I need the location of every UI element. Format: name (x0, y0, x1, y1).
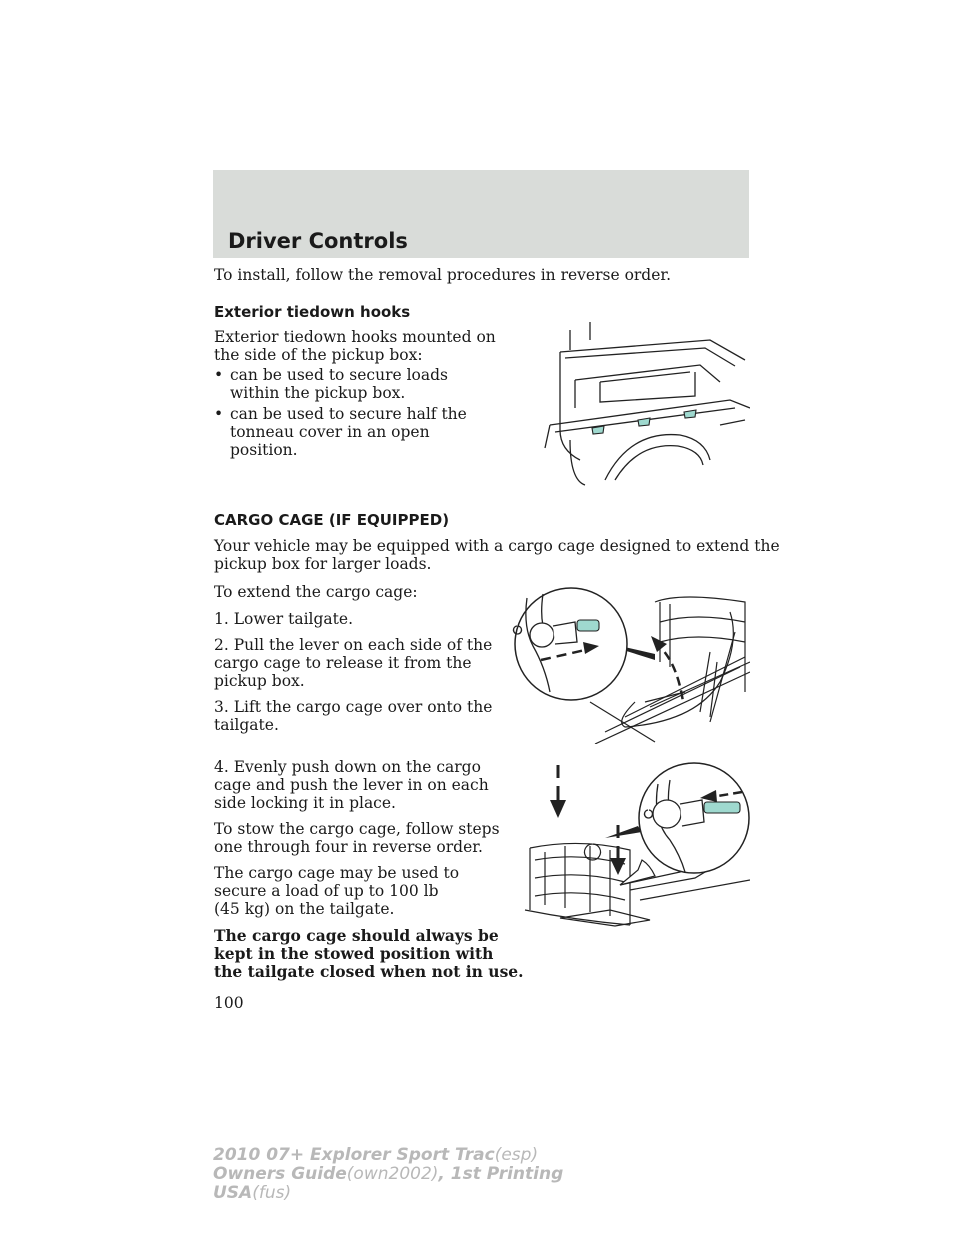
cargo-intro-2: pickup box for larger loads. (214, 555, 432, 573)
bullet-dot: • (214, 366, 224, 384)
cargo-load-line-1: The cargo cage may be used to (214, 864, 460, 882)
cargo-step-3-line-2: tailgate. (214, 716, 279, 734)
cargo-extend-lead: To extend the cargo cage: (214, 583, 418, 601)
footer-printing: , 1st Printing (438, 1164, 564, 1184)
tiedown-bullet-2 (214, 405, 514, 465)
cargo-cage-release-illustration (505, 582, 750, 744)
bullet-text: tonneau cover in an open (230, 423, 430, 441)
footer-line-1 (213, 1146, 563, 1165)
cargo-cage-lock-illustration (520, 760, 750, 930)
tiedown-lead-1: Exterior tiedown hooks mounted on (214, 328, 496, 346)
install-instruction: To install, follow the removal procedures in reverse order. (214, 266, 672, 284)
cargo-warning-line-2: kept in the stowed position with (214, 944, 494, 963)
cargo-stow-line-2: one through four in reverse order. (214, 838, 483, 856)
cargo-step-2-line-1: 2. Pull the lever on each side of the (214, 636, 493, 654)
cargo-step-1: 1. Lower tailgate. (214, 610, 353, 628)
footer-line-3 (213, 1184, 563, 1203)
section-title: Driver Controls (228, 229, 408, 253)
bullet-text: position. (230, 441, 298, 459)
cargo-step-2-line-2: cargo cage to release it from the (214, 654, 472, 672)
cargo-stow-line-1: To stow the cargo cage, follow steps (214, 820, 500, 838)
tiedown-lead-2: the side of the pickup box: (214, 346, 423, 364)
cargo-step-4-line-1: 4. Evenly push down on the cargo (214, 758, 481, 776)
document-footer (213, 1146, 563, 1203)
cargo-step-2-line-3: pickup box. (214, 672, 305, 690)
footer-guide: Owners Guide (213, 1164, 347, 1184)
footer-market: USA (213, 1183, 253, 1203)
tiedown-heading: Exterior tiedown hooks (214, 303, 411, 321)
cargo-heading: CARGO CAGE (IF EQUIPPED) (214, 511, 450, 529)
section-header (213, 170, 749, 258)
cargo-load-line-3: (45 kg) on the tailgate. (214, 900, 395, 918)
footer-model-code: (esp) (494, 1145, 539, 1165)
bullet-dot: • (214, 405, 224, 423)
cargo-warning-line-1: The cargo cage should always be (214, 926, 499, 945)
footer-model: 2010 07+ Explorer Sport Trac (213, 1145, 495, 1165)
tiedown-hooks-illustration (540, 320, 750, 490)
bullet-text: can be used to secure half the (230, 405, 467, 423)
cargo-intro-1: Your vehicle may be equipped with a cargo cage designed to extend the (214, 537, 780, 555)
footer-guide-code: (own2002) (346, 1164, 439, 1184)
cargo-warning-line-3: the tailgate closed when not in use. (214, 962, 524, 981)
bullet-text: within the pickup box. (230, 384, 406, 402)
cargo-step-3-line-1: 3. Lift the cargo cage over onto the (214, 698, 493, 716)
cargo-step-4-line-2: cage and push the lever in on each (214, 776, 489, 794)
page-number: 100 (214, 994, 244, 1012)
cargo-load-line-2: secure a load of up to 100 lb (214, 882, 439, 900)
cargo-step-4-line-3: side locking it in place. (214, 794, 396, 812)
footer-market-code: (fus) (252, 1183, 292, 1203)
footer-line-2 (213, 1165, 563, 1184)
bullet-text: can be used to secure loads (230, 366, 449, 384)
